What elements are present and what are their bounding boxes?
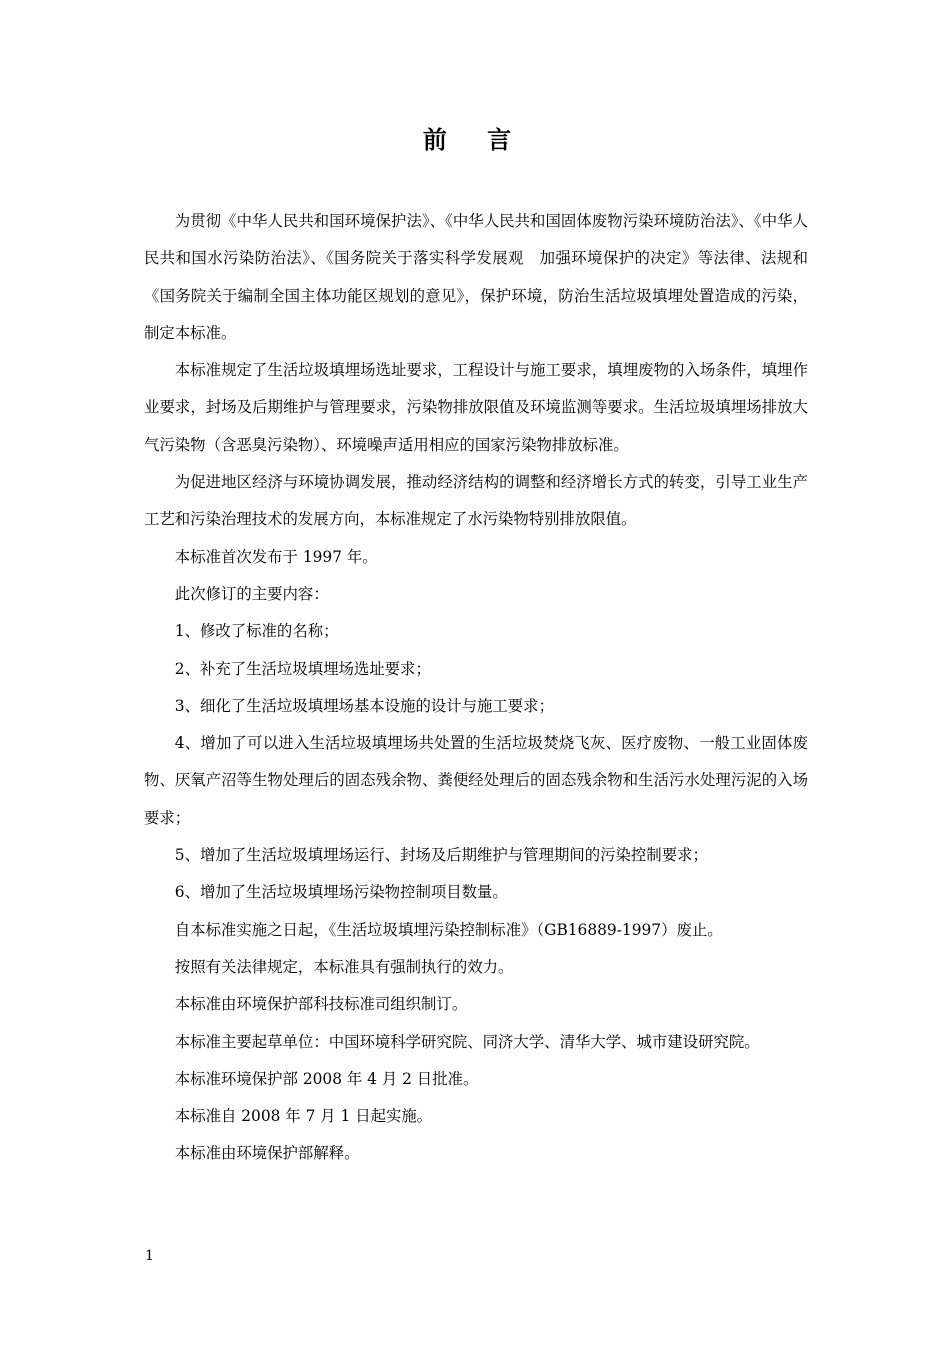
paragraph: 本标准规定了生活垃圾填埋场选址要求，工程设计与施工要求，填埋废物的入场条件，填埋作业要求，封场及后期维护与管理要求，污染物排放限值及环境监测等要求。生活垃圾填埋场排放大气污染物（含恶臭污染物）、环境噪声适用相应的国家污染物排放标准。: [144, 361, 808, 454]
preface-body: [144, 203, 808, 1173]
paragraph: 此次修订的主要内容：: [174, 584, 329, 603]
list-item: 5、增加了生活垃圾填埋场运行、封场及后期维护与管理期间的污染控制要求；: [174, 846, 708, 865]
list-item: 3、细化了生活垃圾填埋场基本设施的设计与施工要求；: [174, 696, 554, 715]
paragraph: 本标准由环境保护部科技标准司组织制订。: [174, 995, 468, 1014]
list-item: 6、增加了生活垃圾填埋场污染物控制项目数量。: [174, 883, 508, 902]
page-number: 1: [145, 1248, 154, 1264]
paragraph: 为贯彻《中华人民共和国环境保护法》、《中华人民共和国固体废物污染环境防治法》、《中华人民共和国水污染防治法》、《国务院关于落实科学发展观 加强环境保护的决定》等法律、法规和《国务院关于编制全国主体功能区规划的意见》，保护环境，防治生活垃圾填埋处置造成的污染，制定本标准。: [144, 212, 808, 342]
paragraph: 自本标准实施之日起，《生活垃圾填埋污染控制标准》（GB16889-1997）废止。: [174, 920, 723, 939]
paragraph: 本标准首次发布于 1997 年。: [174, 547, 378, 566]
page-title: 前 言: [422, 125, 528, 154]
list-item: 2、补充了生活垃圾填埋场选址要求；: [174, 659, 431, 678]
paragraph: 本标准主要起草单位：中国环境科学研究院、同济大学、清华大学、城市建设研究院。: [174, 1032, 760, 1051]
list-item: 1、修改了标准的名称；: [174, 622, 339, 641]
paragraph: 本标准环境保护部 2008 年 4 月 2 日批准。: [174, 1069, 479, 1088]
paragraph: 为促进地区经济与环境协调发展，推动经济结构的调整和经济增长方式的转变，引导工业生产工艺和污染治理技术的发展方向，本标准规定了水污染物特别排放限值。: [144, 473, 808, 529]
paragraph: 本标准由环境保护部解释。: [174, 1144, 360, 1163]
paragraph: 本标准自 2008 年 7 月 1 日起实施。: [174, 1107, 433, 1126]
list-item: 4、增加了可以进入生活垃圾填埋场共处置的生活垃圾焚烧飞灰、医疗废物、一般工业固体废物、厌氧产沼等生物处理后的固态残余物、粪便经处理后的固态残余物和生活污水处理污泥的入场要求；: [144, 734, 808, 827]
paragraph: 按照有关法律规定，本标准具有强制执行的效力。: [174, 957, 514, 976]
